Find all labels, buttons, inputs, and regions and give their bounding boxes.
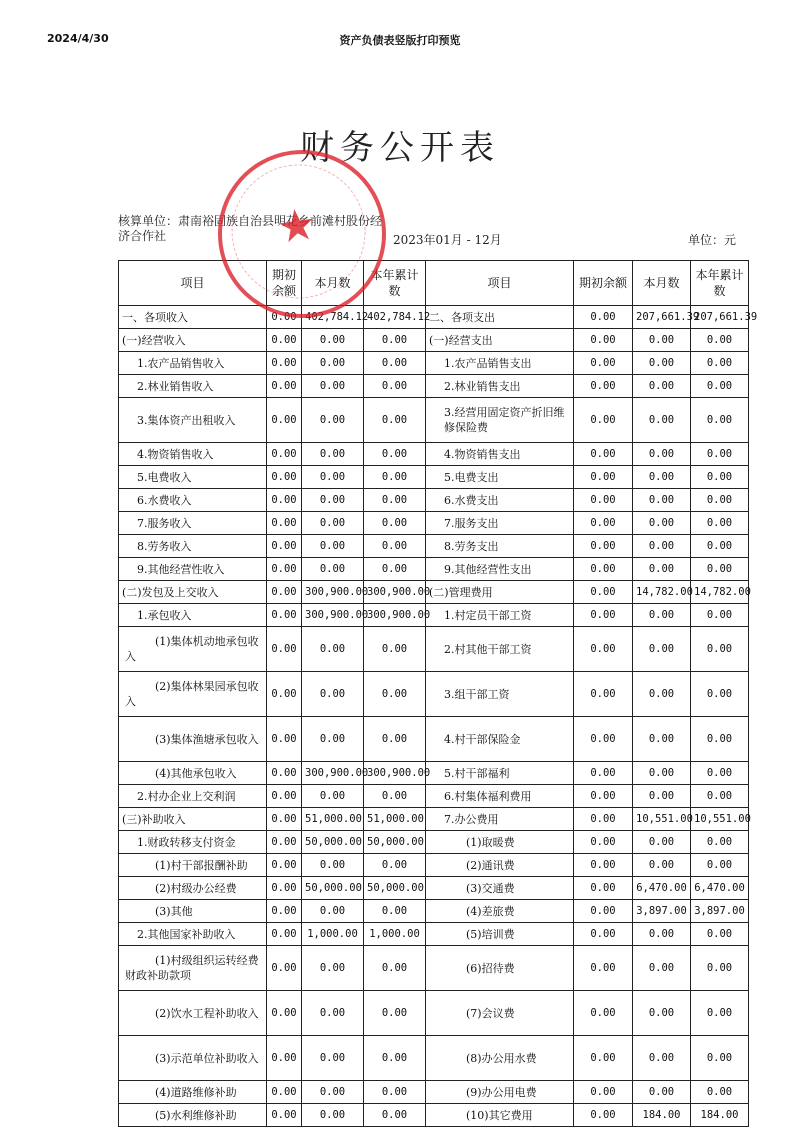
income-item-label: 2.村办企业上交利润 <box>119 785 267 808</box>
expense-opening-balance: 0.00 <box>574 991 633 1036</box>
income-opening-balance: 0.00 <box>267 672 302 717</box>
expense-month-amount: 6,470.00 <box>633 877 691 900</box>
seal-star-icon: ★ <box>273 198 320 255</box>
expense-item-label: (2)通讯费 <box>426 854 574 877</box>
expense-month-amount: 0.00 <box>633 672 691 717</box>
income-item-label: (5)水利维修补助 <box>119 1104 267 1127</box>
income-ytd-amount: 0.00 <box>364 900 426 923</box>
print-title: 资产负债表竖版打印预览 <box>339 34 461 47</box>
income-item-label: (2)村级办公经费 <box>119 877 267 900</box>
table-row <box>119 627 749 672</box>
expense-month-amount: 0.00 <box>633 375 691 398</box>
income-ytd-amount: 0.00 <box>364 466 426 489</box>
finance-table <box>118 260 758 1127</box>
income-month-amount: 0.00 <box>302 1036 364 1081</box>
income-opening-balance: 0.00 <box>267 398 302 443</box>
expense-month-amount: 0.00 <box>633 831 691 854</box>
expense-item-label: 3.组干部工资 <box>426 672 574 717</box>
expense-ytd-amount: 0.00 <box>691 489 749 512</box>
income-opening-balance: 0.00 <box>267 854 302 877</box>
expense-month-amount: 0.00 <box>633 785 691 808</box>
income-month-amount: 0.00 <box>302 672 364 717</box>
expense-opening-balance: 0.00 <box>574 306 633 329</box>
income-opening-balance: 0.00 <box>267 512 302 535</box>
income-month-amount: 0.00 <box>302 466 364 489</box>
expense-ytd-amount: 0.00 <box>691 831 749 854</box>
income-opening-balance: 0.00 <box>267 466 302 489</box>
col-header: 项目 <box>426 261 574 306</box>
expense-month-amount: 0.00 <box>633 854 691 877</box>
expense-item-label: (1)取暖费 <box>426 831 574 854</box>
income-ytd-amount: 0.00 <box>364 558 426 581</box>
expense-item-label: 8.劳务支出 <box>426 535 574 558</box>
expense-month-amount: 0.00 <box>633 1081 691 1104</box>
income-ytd-amount: 0.00 <box>364 375 426 398</box>
table-row <box>119 900 749 923</box>
income-month-amount: 0.00 <box>302 329 364 352</box>
income-ytd-amount: 0.00 <box>364 854 426 877</box>
expense-month-amount: 0.00 <box>633 762 691 785</box>
expense-ytd-amount: 0.00 <box>691 991 749 1036</box>
expense-item-label: 4.村干部保险金 <box>426 717 574 762</box>
expense-item-label: 1.农产品销售支出 <box>426 352 574 375</box>
income-item-label: 1.财政转移支付资金 <box>119 831 267 854</box>
table-row <box>119 1104 749 1127</box>
expense-item-label: 2.林业销售支出 <box>426 375 574 398</box>
expense-opening-balance: 0.00 <box>574 1104 633 1127</box>
expense-month-amount: 0.00 <box>633 398 691 443</box>
income-ytd-amount: 0.00 <box>364 785 426 808</box>
expense-item-label: (二)管理费用 <box>426 581 574 604</box>
expense-ytd-amount: 0.00 <box>691 398 749 443</box>
expense-month-amount: 0.00 <box>633 1036 691 1081</box>
income-item-label: (三)补助收入 <box>119 808 267 831</box>
income-item-label: 1.承包收入 <box>119 604 267 627</box>
income-item-label: 8.劳务收入 <box>119 535 267 558</box>
expense-ytd-amount: 3,897.00 <box>691 900 749 923</box>
income-month-amount: 0.00 <box>302 375 364 398</box>
expense-ytd-amount: 0.00 <box>691 785 749 808</box>
expense-month-amount: 0.00 <box>633 512 691 535</box>
income-month-amount: 0.00 <box>302 1081 364 1104</box>
income-month-amount: 51,000.00 <box>302 808 364 831</box>
expense-month-amount: 0.00 <box>633 923 691 946</box>
expense-ytd-amount: 0.00 <box>691 352 749 375</box>
expense-item-label: 2.村其他干部工资 <box>426 627 574 672</box>
expense-item-label: 二、各项支出 <box>426 306 574 329</box>
period: 2023年01月 - 12月 <box>393 233 502 247</box>
income-month-amount: 0.00 <box>302 854 364 877</box>
income-opening-balance: 0.00 <box>267 946 302 991</box>
income-month-amount: 0.00 <box>302 900 364 923</box>
expense-item-label: (一)经营支出 <box>426 329 574 352</box>
expense-item-label: 9.其他经营性支出 <box>426 558 574 581</box>
col-header: 本月数 <box>302 261 364 306</box>
income-month-amount: 0.00 <box>302 443 364 466</box>
income-month-amount: 0.00 <box>302 512 364 535</box>
table-row <box>119 352 749 375</box>
income-ytd-amount: 50,000.00 <box>364 877 426 900</box>
expense-item-label: 3.经营用固定资产折旧维修保险费 <box>426 398 574 443</box>
income-month-amount: 50,000.00 <box>302 877 364 900</box>
expense-opening-balance: 0.00 <box>574 512 633 535</box>
expense-ytd-amount: 0.00 <box>691 443 749 466</box>
income-item-label: 9.其他经营性收入 <box>119 558 267 581</box>
table-row <box>119 717 749 762</box>
expense-opening-balance: 0.00 <box>574 1036 633 1081</box>
income-opening-balance: 0.00 <box>267 581 302 604</box>
expense-opening-balance: 0.00 <box>574 900 633 923</box>
income-month-amount: 402,784.12 <box>302 306 364 329</box>
expense-month-amount: 0.00 <box>633 946 691 991</box>
income-month-amount: 0.00 <box>302 352 364 375</box>
table-row <box>119 946 749 991</box>
table-row <box>119 535 749 558</box>
expense-opening-balance: 0.00 <box>574 627 633 672</box>
income-month-amount: 0.00 <box>302 489 364 512</box>
table-row <box>119 877 749 900</box>
expense-ytd-amount: 0.00 <box>691 604 749 627</box>
table-row <box>119 785 749 808</box>
table-row <box>119 398 749 443</box>
expense-item-label: (7)会议费 <box>426 991 574 1036</box>
income-opening-balance: 0.00 <box>267 717 302 762</box>
income-ytd-amount: 0.00 <box>364 398 426 443</box>
income-opening-balance: 0.00 <box>267 923 302 946</box>
income-ytd-amount: 0.00 <box>364 329 426 352</box>
expense-ytd-amount: 184.00 <box>691 1104 749 1127</box>
expense-opening-balance: 0.00 <box>574 581 633 604</box>
income-opening-balance: 0.00 <box>267 1104 302 1127</box>
table-row <box>119 581 749 604</box>
income-month-amount: 0.00 <box>302 558 364 581</box>
income-item-label: 5.电费收入 <box>119 466 267 489</box>
income-item-label: 2.其他国家补助收入 <box>119 923 267 946</box>
table-header-row <box>119 261 749 306</box>
org-label: 核算单位： <box>118 214 179 228</box>
expense-opening-balance: 0.00 <box>574 672 633 717</box>
expense-item-label: (8)办公用水费 <box>426 1036 574 1081</box>
expense-month-amount: 0.00 <box>633 489 691 512</box>
income-ytd-amount: 300,900.00 <box>364 762 426 785</box>
income-ytd-amount: 0.00 <box>364 512 426 535</box>
income-item-label: 3.集体资产出租收入 <box>119 398 267 443</box>
expense-item-label: 5.电费支出 <box>426 466 574 489</box>
expense-month-amount: 14,782.00 <box>633 581 691 604</box>
expense-opening-balance: 0.00 <box>574 443 633 466</box>
income-ytd-amount: 0.00 <box>364 1081 426 1104</box>
expense-ytd-amount: 0.00 <box>691 762 749 785</box>
expense-ytd-amount: 0.00 <box>691 1081 749 1104</box>
expense-ytd-amount: 0.00 <box>691 512 749 535</box>
expense-ytd-amount: 0.00 <box>691 672 749 717</box>
income-opening-balance: 0.00 <box>267 785 302 808</box>
expense-ytd-amount: 6,470.00 <box>691 877 749 900</box>
expense-item-label: 4.物资销售支出 <box>426 443 574 466</box>
expense-opening-balance: 0.00 <box>574 831 633 854</box>
expense-month-amount: 0.00 <box>633 991 691 1036</box>
expense-opening-balance: 0.00 <box>574 854 633 877</box>
table-row <box>119 604 749 627</box>
income-ytd-amount: 300,900.00 <box>364 604 426 627</box>
income-ytd-amount: 50,000.00 <box>364 831 426 854</box>
expense-month-amount: 0.00 <box>633 558 691 581</box>
income-month-amount: 300,900.00 <box>302 581 364 604</box>
expense-opening-balance: 0.00 <box>574 808 633 831</box>
income-month-amount: 1,000.00 <box>302 923 364 946</box>
income-ytd-amount: 51,000.00 <box>364 808 426 831</box>
table-row <box>119 443 749 466</box>
income-item-label: 6.水费收入 <box>119 489 267 512</box>
expense-ytd-amount: 0.00 <box>691 923 749 946</box>
expense-item-label: 7.办公费用 <box>426 808 574 831</box>
col-header: 本月数 <box>633 261 691 306</box>
expense-ytd-amount: 0.00 <box>691 558 749 581</box>
income-ytd-amount: 1,000.00 <box>364 923 426 946</box>
expense-opening-balance: 0.00 <box>574 375 633 398</box>
income-item-label: 7.服务收入 <box>119 512 267 535</box>
income-month-amount: 0.00 <box>302 627 364 672</box>
income-item-label: 一、各项收入 <box>119 306 267 329</box>
expense-item-label: (5)培训费 <box>426 923 574 946</box>
expense-month-amount: 184.00 <box>633 1104 691 1127</box>
income-opening-balance: 0.00 <box>267 627 302 672</box>
expense-opening-balance: 0.00 <box>574 717 633 762</box>
expense-ytd-amount: 10,551.00 <box>691 808 749 831</box>
income-month-amount: 0.00 <box>302 398 364 443</box>
expense-opening-balance: 0.00 <box>574 923 633 946</box>
income-ytd-amount: 0.00 <box>364 946 426 991</box>
document-title: 财务公开表 <box>300 128 500 168</box>
income-opening-balance: 0.00 <box>267 375 302 398</box>
table-row <box>119 808 749 831</box>
income-opening-balance: 0.00 <box>267 762 302 785</box>
expense-month-amount: 3,897.00 <box>633 900 691 923</box>
income-item-label: 2.林业销售收入 <box>119 375 267 398</box>
income-item-label: (二)发包及上交收入 <box>119 581 267 604</box>
expense-opening-balance: 0.00 <box>574 877 633 900</box>
income-ytd-amount: 0.00 <box>364 489 426 512</box>
org-name: 肃南裕固族自治县明花乡前滩村股份经济合作社 <box>118 214 383 243</box>
table-body <box>119 306 758 1127</box>
income-opening-balance: 0.00 <box>267 991 302 1036</box>
income-item-label: (4)其他承包收入 <box>119 762 267 785</box>
expense-opening-balance: 0.00 <box>574 785 633 808</box>
table-row <box>119 512 749 535</box>
income-opening-balance: 0.00 <box>267 877 302 900</box>
expense-item-label: 7.服务支出 <box>426 512 574 535</box>
document-meta <box>118 214 748 254</box>
income-item-label: 1.农产品销售收入 <box>119 352 267 375</box>
income-item-label: 4.物资销售收入 <box>119 443 267 466</box>
income-opening-balance: 0.00 <box>267 808 302 831</box>
col-header: 本年累计数 <box>691 261 749 306</box>
expense-month-amount: 0.00 <box>633 466 691 489</box>
expense-ytd-amount: 0.00 <box>691 1036 749 1081</box>
income-ytd-amount: 0.00 <box>364 717 426 762</box>
table-row <box>119 306 749 329</box>
expense-month-amount: 0.00 <box>633 627 691 672</box>
income-ytd-amount: 0.00 <box>364 352 426 375</box>
table-row <box>119 1036 749 1081</box>
income-opening-balance: 0.00 <box>267 489 302 512</box>
income-opening-balance: 0.00 <box>267 558 302 581</box>
col-header: 项目 <box>119 261 267 306</box>
expense-month-amount: 0.00 <box>633 535 691 558</box>
table-row <box>119 831 749 854</box>
expense-item-label: 5.村干部福利 <box>426 762 574 785</box>
col-header: 本年累计数 <box>364 261 426 306</box>
expense-ytd-amount: 0.00 <box>691 717 749 762</box>
income-item-label: (2)集体林果园承包收入 <box>119 672 267 717</box>
income-month-amount: 50,000.00 <box>302 831 364 854</box>
income-opening-balance: 0.00 <box>267 831 302 854</box>
income-opening-balance: 0.00 <box>267 329 302 352</box>
expense-opening-balance: 0.00 <box>574 1081 633 1104</box>
expense-opening-balance: 0.00 <box>574 489 633 512</box>
income-opening-balance: 0.00 <box>267 1036 302 1081</box>
expense-item-label: (9)办公用电费 <box>426 1081 574 1104</box>
unit: 单位：元 <box>687 233 736 247</box>
expense-item-label: (3)交通费 <box>426 877 574 900</box>
income-opening-balance: 0.00 <box>267 535 302 558</box>
income-opening-balance: 0.00 <box>267 352 302 375</box>
income-month-amount: 0.00 <box>302 785 364 808</box>
income-ytd-amount: 402,784.12 <box>364 306 426 329</box>
income-ytd-amount: 0.00 <box>364 1104 426 1127</box>
income-opening-balance: 0.00 <box>267 306 302 329</box>
col-header: 期初余额 <box>267 261 302 306</box>
expense-month-amount: 0.00 <box>633 443 691 466</box>
income-item-label: (3)集体渔塘承包收入 <box>119 717 267 762</box>
print-date: 2024/4/30 <box>47 32 109 45</box>
income-opening-balance: 0.00 <box>267 604 302 627</box>
expense-item-label: (10)其它费用 <box>426 1104 574 1127</box>
income-ytd-amount: 0.00 <box>364 991 426 1036</box>
table-row <box>119 466 749 489</box>
table-row <box>119 489 749 512</box>
income-ytd-amount: 300,900.00 <box>364 581 426 604</box>
expense-opening-balance: 0.00 <box>574 329 633 352</box>
expense-opening-balance: 0.00 <box>574 535 633 558</box>
expense-month-amount: 0.00 <box>633 717 691 762</box>
income-month-amount: 300,900.00 <box>302 762 364 785</box>
expense-month-amount: 10,551.00 <box>633 808 691 831</box>
table-row <box>119 558 749 581</box>
expense-ytd-amount: 0.00 <box>691 854 749 877</box>
income-item-label: (1)集体机动地承包收入 <box>119 627 267 672</box>
table-row <box>119 672 749 717</box>
expense-month-amount: 207,661.39 <box>633 306 691 329</box>
expense-item-label: 6.水费支出 <box>426 489 574 512</box>
expense-ytd-amount: 0.00 <box>691 329 749 352</box>
income-month-amount: 0.00 <box>302 991 364 1036</box>
expense-opening-balance: 0.00 <box>574 762 633 785</box>
expense-opening-balance: 0.00 <box>574 398 633 443</box>
income-opening-balance: 0.00 <box>267 900 302 923</box>
income-ytd-amount: 0.00 <box>364 1036 426 1081</box>
expense-ytd-amount: 0.00 <box>691 466 749 489</box>
expense-opening-balance: 0.00 <box>574 604 633 627</box>
income-item-label: (1)村级组织运转经费财政补助款项 <box>119 946 267 991</box>
income-opening-balance: 0.00 <box>267 443 302 466</box>
income-ytd-amount: 0.00 <box>364 535 426 558</box>
income-ytd-amount: 0.00 <box>364 627 426 672</box>
income-item-label: (4)道路维修补助 <box>119 1081 267 1104</box>
income-item-label: (3)其他 <box>119 900 267 923</box>
table-row <box>119 991 749 1036</box>
expense-month-amount: 0.00 <box>633 329 691 352</box>
expense-ytd-amount: 0.00 <box>691 535 749 558</box>
expense-month-amount: 0.00 <box>633 352 691 375</box>
income-item-label: (一)经营收入 <box>119 329 267 352</box>
income-item-label: (2)饮水工程补助收入 <box>119 991 267 1036</box>
table-row <box>119 923 749 946</box>
table-row <box>119 762 749 785</box>
income-ytd-amount: 0.00 <box>364 672 426 717</box>
income-month-amount: 0.00 <box>302 946 364 991</box>
expense-opening-balance: 0.00 <box>574 946 633 991</box>
expense-ytd-amount: 0.00 <box>691 375 749 398</box>
income-month-amount: 0.00 <box>302 717 364 762</box>
income-item-label: (3)示范单位补助收入 <box>119 1036 267 1081</box>
org-line <box>118 214 388 244</box>
income-item-label: (1)村干部报酬补助 <box>119 854 267 877</box>
income-month-amount: 300,900.00 <box>302 604 364 627</box>
print-header <box>0 30 800 50</box>
expense-item-label: (6)招待费 <box>426 946 574 991</box>
table-row <box>119 375 749 398</box>
expense-item-label: (4)差旅费 <box>426 900 574 923</box>
table-row <box>119 329 749 352</box>
expense-ytd-amount: 14,782.00 <box>691 581 749 604</box>
col-header: 期初余额 <box>574 261 633 306</box>
expense-opening-balance: 0.00 <box>574 558 633 581</box>
income-month-amount: 0.00 <box>302 535 364 558</box>
expense-item-label: 6.村集体福利费用 <box>426 785 574 808</box>
income-opening-balance: 0.00 <box>267 1081 302 1104</box>
table-row <box>119 1081 749 1104</box>
expense-month-amount: 0.00 <box>633 604 691 627</box>
expense-opening-balance: 0.00 <box>574 466 633 489</box>
expense-ytd-amount: 207,661.39 <box>691 306 749 329</box>
expense-ytd-amount: 0.00 <box>691 946 749 991</box>
expense-item-label: 1.村定员干部工资 <box>426 604 574 627</box>
table-row <box>119 854 749 877</box>
expense-opening-balance: 0.00 <box>574 352 633 375</box>
income-ytd-amount: 0.00 <box>364 443 426 466</box>
income-month-amount: 0.00 <box>302 1104 364 1127</box>
expense-ytd-amount: 0.00 <box>691 627 749 672</box>
